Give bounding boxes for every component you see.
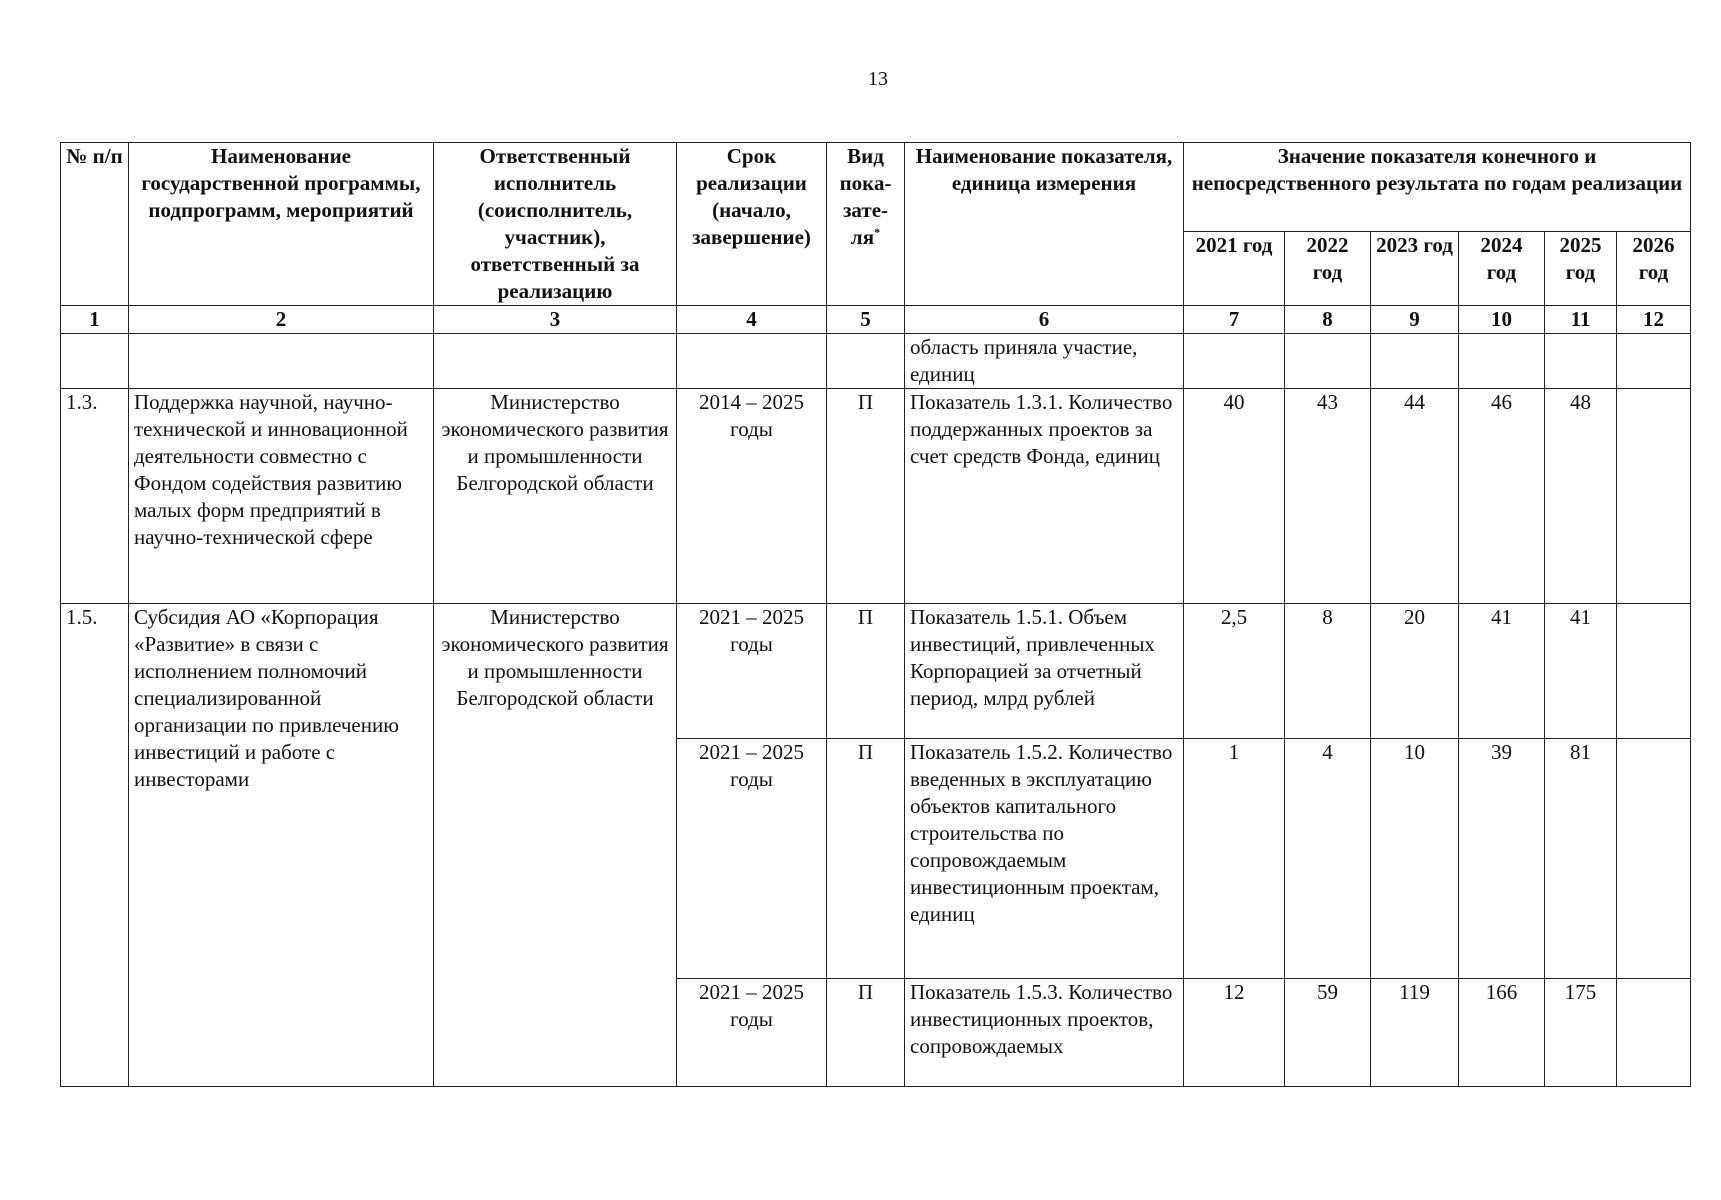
cell-value: 41 [1459, 604, 1545, 739]
cell-value: 59 [1285, 979, 1371, 1087]
column-number: 7 [1184, 306, 1285, 334]
cell-value: 2,5 [1184, 604, 1285, 739]
header-year: 2021 год [1184, 231, 1285, 305]
cell-value [1617, 389, 1691, 604]
cell-value: 43 [1285, 389, 1371, 604]
cell-empty [129, 334, 434, 389]
column-numbers-row [61, 306, 1691, 334]
cell-value [1617, 604, 1691, 739]
cell-term: 2014 – 2025 годы [677, 389, 827, 604]
header-indicator-type-text: Вид пока-зате-ля [839, 144, 892, 249]
cell-indicator-type: П [827, 979, 905, 1087]
cell-value: 8 [1285, 604, 1371, 739]
header-indicator-name: Наименование показателя, единица измерения [905, 143, 1184, 306]
header-year: 2023 год [1371, 231, 1459, 305]
column-number: 2 [129, 306, 434, 334]
header-year: 2025 год [1545, 231, 1617, 305]
column-number: 6 [905, 306, 1184, 334]
cell-value: 46 [1459, 389, 1545, 604]
cell-value: 119 [1371, 979, 1459, 1087]
table-row [61, 334, 1691, 389]
cell-empty [1285, 334, 1371, 389]
cell-value: 166 [1459, 979, 1545, 1087]
column-number: 10 [1459, 306, 1545, 334]
cell-number: 1.3. [61, 389, 129, 604]
cell-indicator: Показатель 1.3.1. Количество поддержанных проектов за счет средств Фонда, единиц [905, 389, 1184, 604]
cell-value: 40 [1184, 389, 1285, 604]
cell-empty [1545, 334, 1617, 389]
cell-value: 41 [1545, 604, 1617, 739]
column-number: 8 [1285, 306, 1371, 334]
cell-executor: Министерство экономического развития и промышленности Белгородской области [434, 604, 677, 1087]
table-row [61, 389, 1691, 604]
header-program-name: Наименование государственной программы, подпрограмм, мероприятий [129, 143, 434, 306]
cell-empty [1184, 334, 1285, 389]
header-executor: Ответственный исполнитель (соисполнитель, участник), ответственный за реализацию [434, 143, 677, 306]
table-header-row [61, 143, 1691, 232]
cell-term: 2021 – 2025 годы [677, 979, 827, 1087]
cell-value: 1 [1184, 739, 1285, 979]
cell-value: 175 [1545, 979, 1617, 1087]
cell-program-name: Субсидия АО «Корпорация «Развитие» в связи с исполнением полномочий специализированной организации по привлечению инвестиций и работе с инвесторами [129, 604, 434, 1087]
cell-indicator: Показатель 1.5.1. Объем инвестиций, привлеченных Корпорацией за отчетный период, млрд рублей [905, 604, 1184, 739]
cell-empty [677, 334, 827, 389]
cell-program-name: Поддержка научной, научно-технической и инновационной деятельности совместно с Фондом содействия развитию малых форм предприятий в научно-технической сфере [129, 389, 434, 604]
cell-indicator-type: П [827, 739, 905, 979]
header-number: № п/п [61, 143, 129, 306]
column-number: 9 [1371, 306, 1459, 334]
cell-indicator: Показатель 1.5.2. Количество введенных в эксплуатацию объектов капитального строительства по сопровождаемым инвестиционным проектам, единиц [905, 739, 1184, 979]
cell-empty [1371, 334, 1459, 389]
column-number: 5 [827, 306, 905, 334]
page-number: 13 [868, 68, 888, 90]
cell-value: 12 [1184, 979, 1285, 1087]
column-number: 3 [434, 306, 677, 334]
cell-term: 2021 – 2025 годы [677, 604, 827, 739]
header-term: Срок реализации (начало, завершение) [677, 143, 827, 306]
table-row [61, 604, 1691, 739]
column-number: 12 [1617, 306, 1691, 334]
cell-executor: Министерство экономического развития и промышленности Белгородской области [434, 389, 677, 604]
cell-number: 1.5. [61, 604, 129, 1087]
cell-value [1617, 739, 1691, 979]
cell-empty [61, 334, 129, 389]
cell-value: 10 [1371, 739, 1459, 979]
cell-empty [1459, 334, 1545, 389]
cell-indicator-type: П [827, 389, 905, 604]
cell-empty [434, 334, 677, 389]
cell-empty [1617, 334, 1691, 389]
cell-indicator: Показатель 1.5.3. Количество инвестиционных проектов, сопровождаемых [905, 979, 1184, 1087]
column-number: 1 [61, 306, 129, 334]
cell-value: 20 [1371, 604, 1459, 739]
header-values-group: Значение показателя конечного и непосредственного результата по годам реализации [1184, 143, 1691, 232]
header-year: 2024 год [1459, 231, 1545, 305]
column-number: 11 [1545, 306, 1617, 334]
footnote-mark: * [874, 225, 881, 239]
header-year: 2022 год [1285, 231, 1371, 305]
cell-term: 2021 – 2025 годы [677, 739, 827, 979]
cell-indicator: область приняла участие, единиц [905, 334, 1184, 389]
header-year: 2026 год [1617, 231, 1691, 305]
cell-value: 48 [1545, 389, 1617, 604]
header-indicator-type [827, 143, 905, 306]
cell-value: 44 [1371, 389, 1459, 604]
cell-indicator-type: П [827, 604, 905, 739]
cell-empty [827, 334, 905, 389]
cell-value: 4 [1285, 739, 1371, 979]
cell-value [1617, 979, 1691, 1087]
cell-value: 39 [1459, 739, 1545, 979]
column-number: 4 [677, 306, 827, 334]
cell-value: 81 [1545, 739, 1617, 979]
indicators-table [60, 142, 1691, 1087]
